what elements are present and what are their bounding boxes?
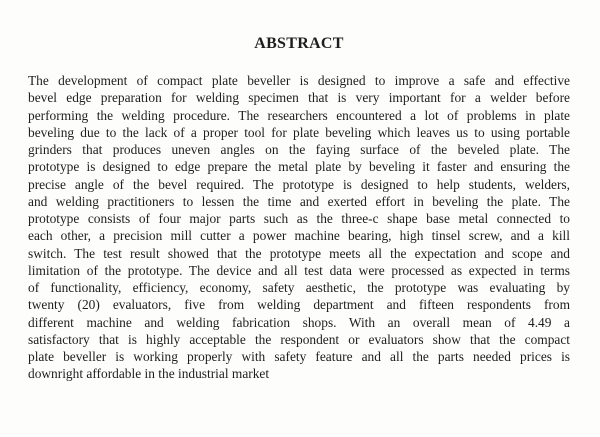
abstract-line: twenty (20) evaluators, five from welding department and fifteen respondents from [28,297,570,313]
abstract-line: satisfactory that is highly acceptable the respondent or evaluators show that the compact [28,331,570,347]
abstract-line: of functionality, efficiency, economy, safety aesthetic, the prototype was evaluating by [28,280,570,295]
abstract-line: bevel edge preparation for welding specimen that is very important for a welder before [28,90,570,106]
abstract-line: plate beveller is working properly with safety feature and all the parts needed prices is [28,349,570,364]
abstract-line: prototype is designed to edge prepare the metal plate by beveling it faster and ensuring the [28,159,570,175]
abstract-paragraph [28,72,570,383]
abstract-line: The development of compact plate beveller is designed to improve a safe and effective [28,73,570,88]
abstract-line: different machine and welding fabrication shops. With an overall mean of 4.49 a [28,314,570,330]
abstract-line: grinders that produces uneven angles on the faying surface of the beveled plate. The [28,142,570,157]
abstract-line: limitation of the prototype. The device and all test data were processed as expected in terms [28,262,570,278]
abstract-heading: ABSTRACT [254,35,344,52]
abstract-line: switch. The test result showed that the prototype meets all the expectation and scope and [28,245,570,261]
abstract-line: downright affordable in the industrial market [28,366,270,382]
abstract-line: prototype consists of four major parts such as the three-c shape base metal connected to [28,211,570,226]
abstract-line: beveling due to the lack of a proper tool for plate beveling which leaves us to using portable [28,124,570,140]
abstract-line: performing the welding procedure. The researchers encountered a lot of problems in plate [28,107,570,123]
abstract-line: each other, a precision mill cutter a power machine bearing, high tinsel screw, and a kill [28,228,570,244]
abstract-line: and welding practitioners to lessen the time and exerted effort in beveling the plate. The [28,193,570,209]
abstract-line: precise angle of the bevel required. The prototype is designed to help students, welders, [28,176,570,192]
